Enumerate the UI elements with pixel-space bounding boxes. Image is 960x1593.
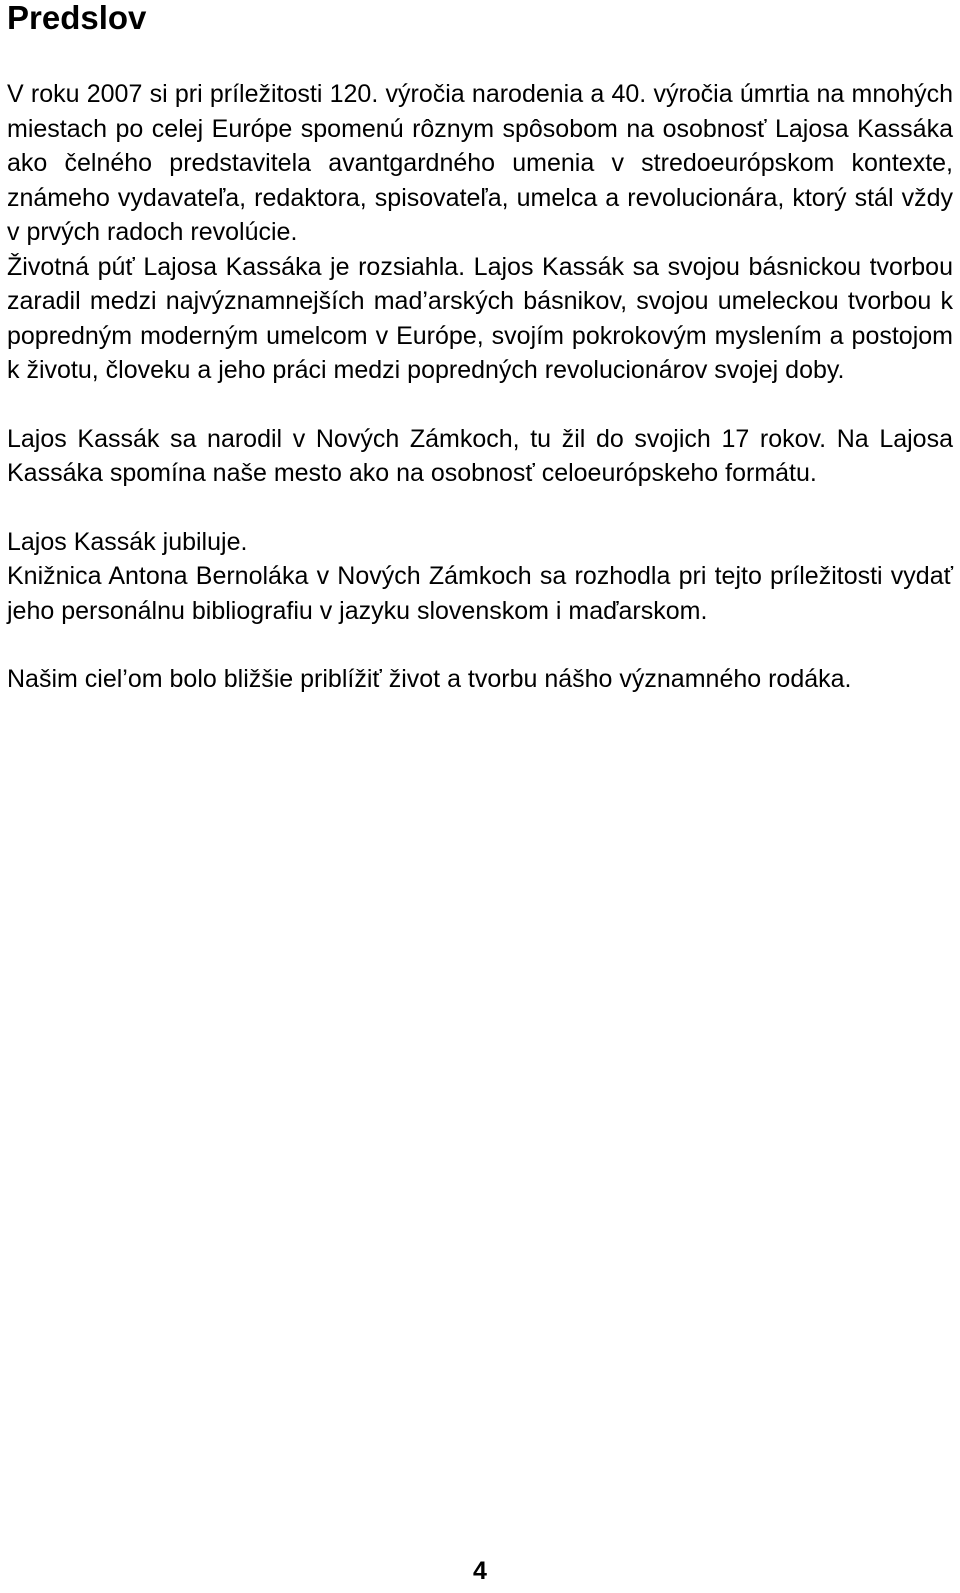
paragraph-jubilee: Lajos Kassák jubiluje. [7, 527, 248, 556]
paragraph-anniversary: V roku 2007 si pri príležitosti 120. výročia narodenia a 40. výročia úmrtia na mnohých miestach po celej Európe spomenú rôznym spôsobom na osobnosť Lajosa Kassáka ako čelného predstavitela avantgardného umenia v stredoeurópskom kontexte, známeho vydavateľa, redaktora, spisovateľa, umelca a revolucionára, ktorý stál vždy v prvých radoch revolúcie. [7, 80, 953, 246]
paragraph-library: Knižnica Antona Bernoláka v Nových Zámkoch sa rozhodla pri tejto príležitosti vydať jeho personálnu bibliografiu v jazyku slovenskom i maďarskom. [7, 562, 953, 625]
page-number: 4 [473, 1557, 487, 1585]
paragraph-goal: Našim ciel’om bolo bližšie priblížiť život a tvorbu nášho významného rodáka. [7, 665, 852, 693]
document-page [7, 0, 953, 697]
page-title: Predslov [7, 0, 147, 36]
paragraph-birthplace: Lajos Kassák sa narodil v Nových Zámkoch, tu žil do svojich 17 rokov. Na Lajosa Kassáka spomína naše mesto ako na osobnosť celoeurópskeho formátu. [7, 424, 953, 487]
paragraph-life-journey: Životná púť Lajosa Kassáka je rozsiahla. Lajos Kassák sa svojou básnickou tvorbou zaradil medzi najvýznamnejších mad’arských básnikov, svojou umeleckou tvorbou k popredným moderným umelcom v Európe, svojím pokrokovým myslením a postojom k životu, človeku a jeho práci medzi popredných revolucionárov svojej doby. [7, 252, 953, 384]
